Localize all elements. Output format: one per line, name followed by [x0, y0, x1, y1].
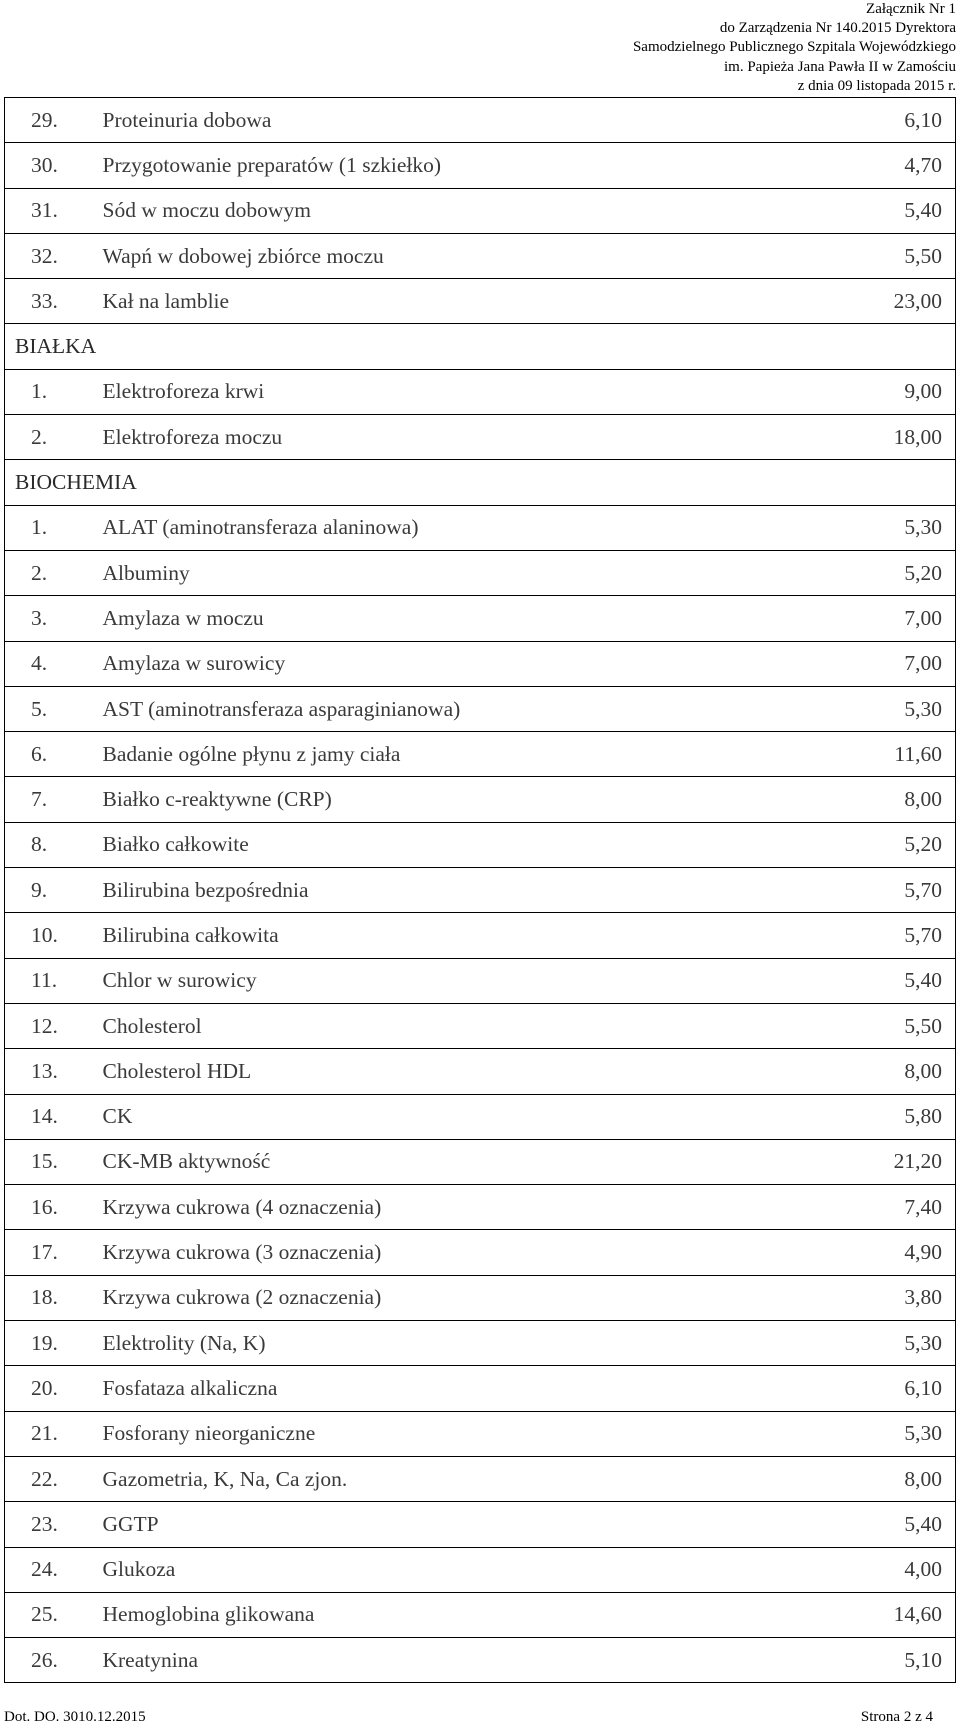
item-number: 25. [5, 1592, 91, 1637]
test-price: 6,10 [802, 98, 956, 143]
section-header-row [5, 324, 956, 369]
test-price: 5,70 [802, 868, 956, 913]
table-row [5, 1185, 956, 1230]
table-row [5, 1366, 956, 1411]
table-row [5, 143, 956, 188]
test-name: AST (aminotransferaza asparaginianowa) [91, 686, 802, 731]
item-number: 4. [5, 641, 91, 686]
test-name: ALAT (aminotransferaza alaninowa) [91, 505, 802, 550]
item-number: 2. [5, 550, 91, 595]
table-row [5, 1502, 956, 1547]
item-number: 20. [5, 1366, 91, 1411]
item-number: 15. [5, 1139, 91, 1184]
document-header [396, 0, 960, 96]
item-number: 12. [5, 1003, 91, 1048]
table-row [5, 1456, 956, 1501]
table-row [5, 641, 956, 686]
test-price: 21,20 [802, 1139, 956, 1184]
test-price: 5,50 [802, 1003, 956, 1048]
test-name: Elektrolity (Na, K) [91, 1321, 802, 1366]
test-name: Amylaza w moczu [91, 596, 802, 641]
table-row [5, 1321, 956, 1366]
test-price: 5,10 [802, 1638, 956, 1683]
item-number: 8. [5, 822, 91, 867]
table-row [5, 415, 956, 460]
test-name: Białko całkowite [91, 822, 802, 867]
item-number: 19. [5, 1321, 91, 1366]
test-name: Kał na lamblie [91, 279, 802, 324]
table-row [5, 822, 956, 867]
item-number: 13. [5, 1049, 91, 1094]
header-line: Załącznik Nr 1 [866, 1, 956, 17]
test-price: 7,40 [802, 1185, 956, 1230]
header-line: Samodzielnego Publicznego Szpitala Wojewódzkiego [632, 39, 956, 56]
item-number: 17. [5, 1230, 91, 1275]
test-price: 3,80 [802, 1275, 956, 1320]
test-price: 5,40 [802, 1502, 956, 1547]
item-number: 3. [5, 596, 91, 641]
item-number: 24. [5, 1547, 91, 1592]
table-row [5, 1139, 956, 1184]
table-row [5, 1094, 956, 1139]
price-list-table [4, 97, 956, 1683]
test-name: GGTP [91, 1502, 802, 1547]
test-price: 5,30 [802, 505, 956, 550]
table-row [5, 1003, 956, 1048]
item-number: 33. [5, 279, 91, 324]
table-row [5, 732, 956, 777]
test-name: Cholesterol [91, 1003, 802, 1048]
test-price: 5,40 [802, 188, 956, 233]
table-row [5, 596, 956, 641]
test-name: Bilirubina bezpośrednia [91, 868, 802, 913]
test-price: 8,00 [802, 1049, 956, 1094]
test-name: Fosfataza alkaliczna [91, 1366, 802, 1411]
table-row [5, 550, 956, 595]
section-header-row [5, 460, 956, 505]
item-number: 18. [5, 1275, 91, 1320]
test-price: 23,00 [802, 279, 956, 324]
table-row [5, 1411, 956, 1456]
item-number: 1. [5, 505, 91, 550]
test-price: 5,20 [802, 822, 956, 867]
table-row [5, 1547, 956, 1592]
item-number: 22. [5, 1456, 91, 1501]
test-name: Cholesterol HDL [91, 1049, 802, 1094]
section-title: BIOCHEMIA [5, 460, 956, 505]
item-number: 21. [5, 1411, 91, 1456]
item-number: 7. [5, 777, 91, 822]
item-number: 30. [5, 143, 91, 188]
test-name: Badanie ogólne płynu z jamy ciała [91, 732, 802, 777]
test-price: 5,70 [802, 913, 956, 958]
test-price: 4,70 [802, 143, 956, 188]
test-name: Gazometria, K, Na, Ca zjon. [91, 1456, 802, 1501]
header-line: im. Papieża Jana Pawła II w Zamościu [723, 58, 956, 75]
test-name: Kreatynina [91, 1638, 802, 1683]
test-name: Wapń w dobowej zbiórce moczu [91, 233, 802, 278]
table-row [5, 1638, 956, 1683]
header-line: do Zarządzenia Nr 140.2015 Dyrektora [719, 20, 956, 37]
price-list-body [5, 98, 956, 1683]
section-title: BIAŁKA [5, 324, 956, 369]
test-name: Albuminy [91, 550, 802, 595]
item-number: 16. [5, 1185, 91, 1230]
test-name: Proteinuria dobowa [91, 98, 802, 143]
table-row [5, 777, 956, 822]
test-price: 7,00 [802, 641, 956, 686]
test-name: Bilirubina całkowita [91, 913, 802, 958]
test-price: 4,90 [802, 1230, 956, 1275]
test-name: Fosforany nieorganiczne [91, 1411, 802, 1456]
test-name: CK-MB aktywność [91, 1139, 802, 1184]
test-price: 5,30 [802, 1411, 956, 1456]
table-row [5, 1230, 956, 1275]
footer-document-id: Dot. DO. 3010.12.2015 [4, 1709, 146, 1725]
test-name: Białko c-reaktywne (CRP) [91, 777, 802, 822]
table-row [5, 1592, 956, 1637]
item-number: 9. [5, 868, 91, 913]
test-name: Przygotowanie preparatów (1 szkiełko) [91, 143, 802, 188]
table-row [5, 1275, 956, 1320]
item-number: 32. [5, 233, 91, 278]
test-name: Krzywa cukrowa (2 oznaczenia) [91, 1275, 802, 1320]
test-name: Hemoglobina glikowana [91, 1592, 802, 1637]
test-name: Krzywa cukrowa (4 oznaczenia) [91, 1185, 802, 1230]
test-price: 8,00 [802, 1456, 956, 1501]
test-name: Amylaza w surowicy [91, 641, 802, 686]
table-row [5, 1049, 956, 1094]
item-number: 10. [5, 913, 91, 958]
test-name: Elektroforeza krwi [91, 369, 802, 414]
table-row [5, 233, 956, 278]
item-number: 2. [5, 415, 91, 460]
table-row [5, 913, 956, 958]
test-price: 5,20 [802, 550, 956, 595]
item-number: 5. [5, 686, 91, 731]
table-row [5, 958, 956, 1003]
test-price: 9,00 [802, 369, 956, 414]
test-name: Krzywa cukrowa (3 oznaczenia) [91, 1230, 802, 1275]
item-number: 26. [5, 1638, 91, 1683]
test-price: 5,40 [802, 958, 956, 1003]
test-name: Glukoza [91, 1547, 802, 1592]
test-price: 5,80 [802, 1094, 956, 1139]
table-row [5, 279, 956, 324]
footer-page-number: Strona 2 z 4 [860, 1709, 933, 1725]
test-name: Elektroforeza moczu [91, 415, 802, 460]
item-number: 31. [5, 188, 91, 233]
test-price: 6,10 [802, 1366, 956, 1411]
table-row [5, 505, 956, 550]
item-number: 11. [5, 958, 91, 1003]
item-number: 6. [5, 732, 91, 777]
test-name: CK [91, 1094, 802, 1139]
document-footer [0, 1708, 960, 1726]
test-price: 5,30 [802, 686, 956, 731]
test-name: Sód w moczu dobowym [91, 188, 802, 233]
header-line: z dnia 09 listopada 2015 r. [797, 77, 956, 94]
test-price: 8,00 [802, 777, 956, 822]
item-number: 29. [5, 98, 91, 143]
item-number: 14. [5, 1094, 91, 1139]
table-row [5, 868, 956, 913]
test-price: 5,50 [802, 233, 956, 278]
table-row [5, 686, 956, 731]
test-price: 7,00 [802, 596, 956, 641]
test-name: Chlor w surowicy [91, 958, 802, 1003]
item-number: 23. [5, 1502, 91, 1547]
item-number: 1. [5, 369, 91, 414]
test-price: 11,60 [802, 732, 956, 777]
test-price: 18,00 [802, 415, 956, 460]
table-row [5, 369, 956, 414]
test-price: 4,00 [802, 1547, 956, 1592]
table-row [5, 98, 956, 143]
test-price: 14,60 [802, 1592, 956, 1637]
test-price: 5,30 [802, 1321, 956, 1366]
table-row [5, 188, 956, 233]
